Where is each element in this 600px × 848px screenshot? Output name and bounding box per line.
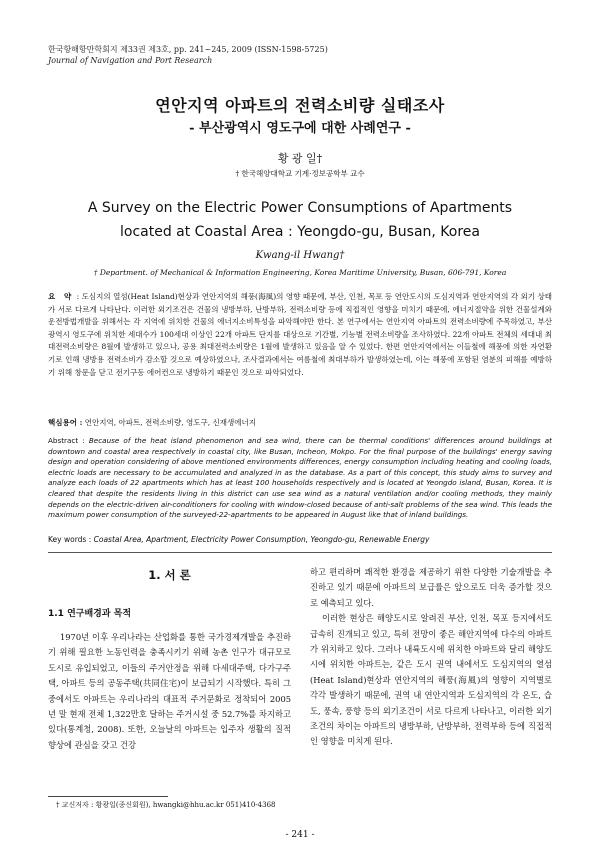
author-name-en: Kwang-il Hwang† <box>255 250 345 261</box>
abstract-ko <box>48 291 552 379</box>
body-column-left <box>48 630 291 753</box>
body-paragraph: 1970년 이후 우리나라는 산업화를 통한 국가경제개발을 추진하기 위해 필요한 노동인력을 충족시키기 위해 농촌 인구가 대규모로 도시로 유입되었고, 이들의 주거안정을 위해 다세대주택, 다가구주택, 아파트 등의 공동주택(共同住宅)이 보급되기 시작했다. 특히 그 중에서도 아파트는 우리나라의 대표적 주거문화로 정착되어 2005년 말 현재 전체 1,322만호 달하는 주거시설 중 52.7%를 차지하고 있다(통계청, 2008). 또한, 오늘날의 아파트는 입주자 생활의 질적 향상에 관심을 갖고 건강 <box>48 632 291 750</box>
paper-title-en <box>0 196 600 244</box>
keywords-en-label: Key words : <box>48 535 92 544</box>
paper-subtitle-ko: - 부산광역시 영도구에 대한 사례연구 - <box>189 121 411 136</box>
keywords-en-text: Coastal Area, Apartment, Electricity Power Consumption, Yeongdo-gu, Renewable Energy <box>93 535 430 544</box>
author-affiliation-en: † Department. of Mechanical & Information Engineering, Korea Maritime University, Busan, 606-791, Korea <box>93 268 507 277</box>
author-name-ko: 황 광 일† <box>277 152 323 165</box>
keywords-ko-text: 연안지역, 아파트, 전력소비량, 영도구, 신재생에너지 <box>84 418 256 427</box>
section-title: 1. 서 론 <box>148 568 191 582</box>
corresponding-author-footnote: † 교신저자 : 황광일(종신회원), hwangki@hhu.ac.kr 051)410-4368 <box>56 801 276 809</box>
abstract-en <box>48 436 552 521</box>
body-column-right <box>310 565 552 750</box>
footnote-divider <box>48 796 168 797</box>
paper-title-ko: 연안지역 아파트의 전력소비량 실태조사 <box>155 96 445 115</box>
journal-citation-ko: 한국항해항만학회지 제33권 제3호, pp. 241~245, 2009 (ISSN-1598-5725) <box>48 45 328 54</box>
abstract-ko-label: 요 약 <box>48 292 75 301</box>
abstract-en-text: Because of the heat island phenomenon and sea wind, there can be thermal conditions' differences around buildings at downtown and coastal area respectively in coastal city, like Busan, Incheon, Mokpo. For the final purpose of the buildings' energy saving design and operation considering of above mentioned environments differences, energy consumption including heating and cooling loads, electric loads are necessary to be accumulated and analyzed in as the database. As a part of this concept, this study aims to survey and analyze each loads of 22 apartments which has at least 100 households respectively and is located at Yeongdo island, Busan, Korea. It is cleared that despite the residents living in this district can use sea wind as a natural ventilation and/or cooling methods, they mainly depends on the electric-driven air-conditioners for cooling with window-closed because of anti-salt problems of the sea wind. This leads the maximum power consumption of the surveyed-22-apartments to be appeared in August like that of inland buildings. <box>48 436 552 520</box>
author-affiliation-ko: † 한국해양대학교 기계·정보공학부 교수 <box>235 169 365 178</box>
journal-name-en: Journal of Navigation and Port Research <box>48 56 213 65</box>
paper-title-en-line1: A Survey on the Electric Power Consumptions of Apartments <box>87 200 513 216</box>
abstract-ko-text: : 도심지의 열섬(Heat Island)현상과 연안지역의 해풍(海風)의 영향 때문에, 부산, 인천, 목포 등 연안도시의 도심지역과 연안지역의 각 외기 상태가 서로 다르게 나타난다. 이러한 외기조건은 건물의 냉방부하, 난방부하, 전력소비량 등에 직접적인 영향을 미치기 때문에, 에너지절약을 위한 건물설계와 운전방법개발을 위해서는 각 지역에 위치한 건물의 에너지소비특성을 파악해야만 한다. 본 연구에서는 연안지역 아파트의 전력소비량에 주목하였고, 부산광역시 영도구에 위치한 세대수가 100세대 이상인 22개 아파트 단지를 대상으로 기간별, 기능별 전력소비량을 조사하였다. 22개 아파트 전체의 세대내 최대전력소비량은 8월에 발생하고 있으나, 공용 최대전력소비량은 1월에 발생하고 있음을 알 수 있었다. 한편 연안지역에서는 이들철에 해풍에 의한 자연환기로 인해 냉방용 전력소비가 감소할 것으로 예상하였으나, 조사결과에서는 여름철에 최대부하가 발생하였는데, 이는 해풍에 포함된 염분의 피해를 예방하기 위해 창문을 닫고 전기구동 에어컨으로 냉방하기 때문인 것으로 파악되었다. <box>48 292 552 377</box>
section-divider <box>48 552 552 553</box>
journal-header <box>48 44 328 66</box>
paper-title-en-line2: located at Coastal Area : Yeongdo-gu, Busan, Korea <box>119 224 480 240</box>
page-number: - 241 - <box>285 830 315 840</box>
keywords-en <box>48 535 552 544</box>
keywords-ko <box>48 417 552 428</box>
body-paragraph: 하고 편리하며 쾌적한 환경을 제공하기 위한 다양한 기술개발을 추진하고 있기 때문에 아파트의 보급률은 앞으로도 더욱 증가할 것으로 예측되고 있다. <box>310 567 552 608</box>
abstract-en-label: Abstract : <box>48 436 85 445</box>
keywords-ko-label: 핵심용어 : <box>48 418 83 427</box>
body-paragraph: 이러한 현상은 해양도시로 알려진 부산, 인천, 목포 등지에서도 급속히 진개되고 있고, 특히 전망이 좋은 해안지역에 다수의 아파트가 위치하고 있다. 그러나 내륙도시에 위치한 아파트와 달리 해양도시에 위치한 아파트는, 같은 도시 권역 내에서도 도심지역의 열섬(Heat Island)현상과 연안지역의 해풍(海風)의 영향이 지역별로 각각 발생하기 때문에, 권역 내 연안지역과 도심지역의 각 온도, 습도, 풍속, 풍향 등의 외기조건이 서로 다르게 나타나고, 이러한 외기조건의 차이는 아파트의 냉방부하, 난방부하, 전력부하 등에 직접적인 영향을 미치게 된다. <box>310 613 552 747</box>
subsection-title: 1.1 연구배경과 목적 <box>48 609 132 619</box>
